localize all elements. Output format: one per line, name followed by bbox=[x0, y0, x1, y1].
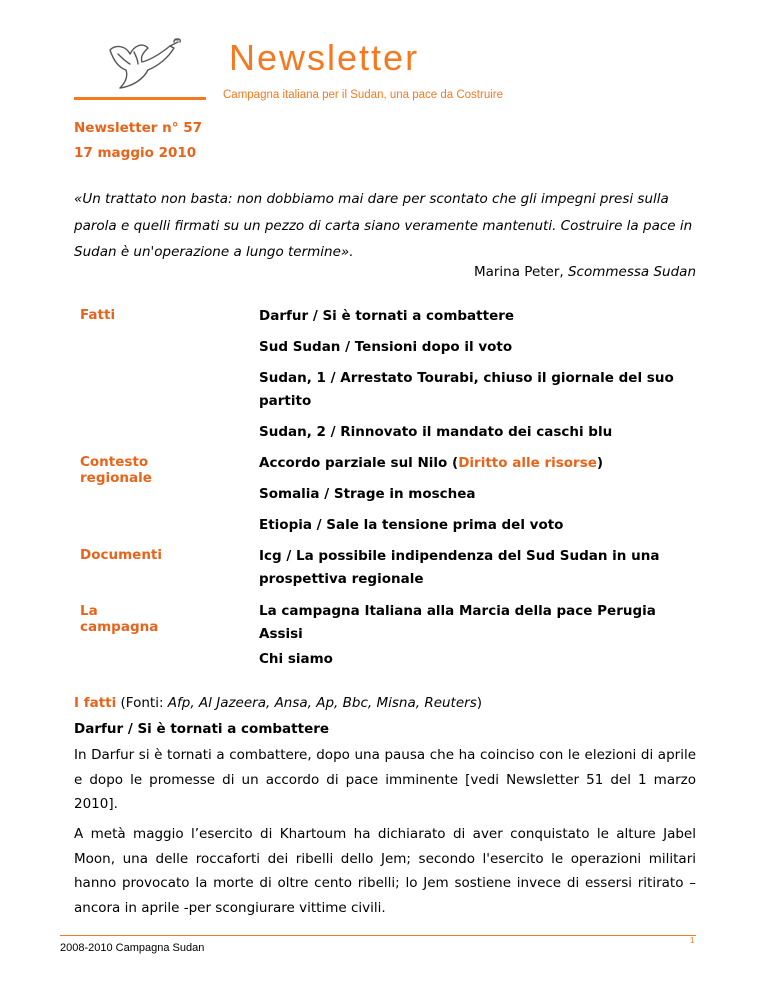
toc-nilo-tag: Diritto alle risorse bbox=[458, 455, 597, 471]
quote-attribution bbox=[474, 259, 696, 285]
article-paragraph: A metà maggio l’esercito di Khartoum ha dichiarato di aver conquistato le alture Jabel Moon, una delle roccaforti dei ribelli dello Jem; secondo l'esercito le operazioni militari hanno provocato la morte di oltre cento ribelli; lo Jem sostiene invece di essersi ritirato – ancora in aprile -per scongiurare vittime civili. bbox=[74, 826, 696, 916]
toc-category-campagna: La campagna bbox=[80, 603, 159, 635]
epigraph-quote: «Un trattato non basta: non dobbiamo mai dare per scontato che gli impegni presi sulla parola e quelli firmati su un pezzo di carta siano veramente mantenuti. Costruire la pace in Sudan è un'operazione a lungo termine». bbox=[74, 191, 693, 260]
masthead-rule bbox=[74, 97, 206, 100]
article-paragraph: In Darfur si è tornati a combattere, dopo una pausa che ha coinciso con le elezioni di aprile e dopo le promesse di un accordo di pace imminente [vedi Newsletter 51 del 1 marzo 2010]. bbox=[74, 747, 696, 812]
toc-link-marcia[interactable]: La campagna Italiana alla Marcia della pace Perugia Assisi bbox=[259, 603, 656, 642]
toc-link-somalia[interactable]: Somalia / Strage in moschea bbox=[259, 486, 476, 502]
toc-link-sudan-2[interactable]: Sudan, 2 / Rinnovato il mandato dei caschi blu bbox=[259, 424, 613, 440]
sources-list: Afp, Al Jazeera, Ansa, Ap, Bbc, Misna, Reuters bbox=[167, 695, 477, 711]
masthead-subtitle: Campagna italiana per il Sudan, una pace da Costruire bbox=[223, 89, 504, 101]
toc-link-darfur[interactable]: Darfur / Si è tornati a combattere bbox=[259, 308, 515, 324]
toc-category-documenti: Documenti bbox=[80, 547, 163, 563]
issue-number: Newsletter n° 57 bbox=[74, 120, 203, 136]
masthead-title: Newsletter bbox=[229, 37, 420, 78]
toc-link-sudan-1[interactable]: Sudan, 1 / Arrestato Tourabi, chiuso il giornale del suo partito bbox=[259, 370, 674, 409]
issue-date: 17 maggio 2010 bbox=[74, 145, 197, 161]
toc-link-nilo[interactable] bbox=[259, 452, 699, 475]
toc-nilo-close: ) bbox=[596, 455, 604, 471]
footer-rule bbox=[60, 935, 696, 936]
article-title: Darfur / Si è tornati a combattere bbox=[74, 721, 330, 737]
sources-suffix: ) bbox=[476, 695, 483, 711]
toc-link-etiopia[interactable]: Etiopia / Sale la tensione prima del voto bbox=[259, 517, 564, 533]
toc-link-chi-siamo[interactable]: Chi siamo bbox=[259, 651, 333, 667]
section-heading bbox=[74, 695, 482, 711]
page-number: 1 bbox=[690, 936, 695, 945]
dove-icon bbox=[104, 36, 184, 94]
toc-category-fatti: Fatti bbox=[80, 307, 116, 323]
toc-link-icg[interactable]: Icg / La possibile indipendenza del Sud Sudan in una prospettiva regionale bbox=[259, 548, 660, 587]
sources-prefix: (Fonti: bbox=[116, 695, 168, 711]
footer-copyright: 2008-2010 Campagna Sudan bbox=[60, 942, 205, 954]
toc-category-contesto: Contesto regionale bbox=[80, 454, 152, 486]
quote-source: Scommessa Sudan bbox=[567, 264, 696, 280]
toc-link-sud-sudan[interactable]: Sud Sudan / Tensioni dopo il voto bbox=[259, 339, 513, 355]
toc-nilo-text: Accordo parziale sul Nilo ( bbox=[259, 455, 459, 471]
quote-author: Marina Peter, bbox=[473, 264, 568, 280]
section-label: I fatti bbox=[74, 695, 117, 711]
